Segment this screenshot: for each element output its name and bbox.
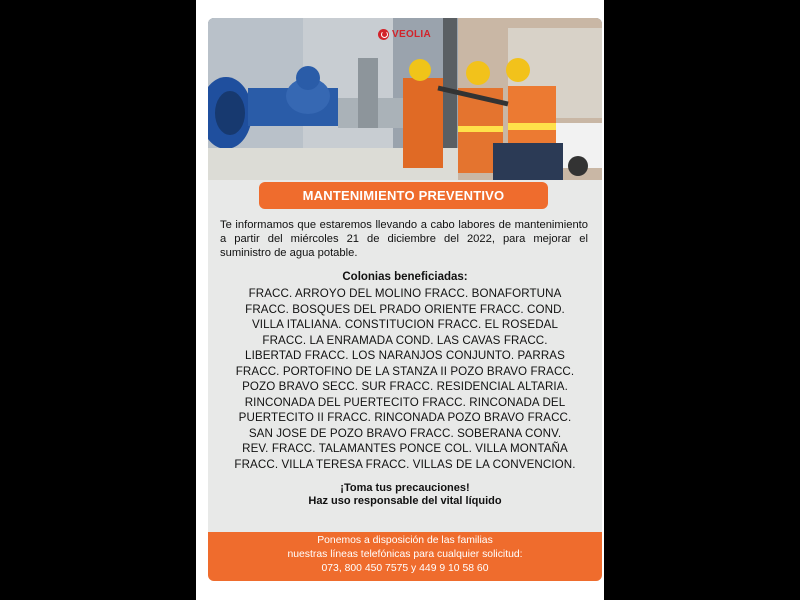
title-banner: MANTENIMIENTO PREVENTIVO — [259, 182, 548, 209]
colonias-line: VILLA ITALIANA. CONSTITUCION FRACC. EL ROSEDAL — [251, 318, 559, 331]
colonias-line: FRACC. ARROYO DEL MOLINO FRACC. BONAFORTUNA — [248, 287, 562, 300]
precaution-text: ¡Toma tus precauciones! — [340, 482, 470, 494]
colonias-title: Colonias beneficiadas: — [342, 271, 468, 283]
announcement-card — [208, 18, 602, 581]
contact-footer — [208, 532, 602, 581]
colonias-line: FRACC. BOSQUES DEL PRADO ORIENTE FRACC. COND. — [245, 302, 565, 316]
colonias-line: FRACC. LA ENRAMADA COND. LAS CAVAS FRACC. — [262, 333, 548, 347]
colonias-line: FRACC. VILLA TERESA FRACC. VILLAS DE LA CONVENCION. — [234, 457, 576, 471]
veolia-logo-text: VEOLIA — [392, 28, 432, 40]
colonias-line: REV. FRACC. TALAMANTES PONCE COL. VILLA MONTAÑA — [242, 442, 568, 455]
colonias-line: PUERTECITO II FRACC. RINCONADA POZO BRAVO FRACC. — [238, 411, 572, 424]
colonias-line: FRACC. PORTOFINO DE LA STANZA II POZO BRAVO FRACC. — [235, 364, 575, 378]
colonias-line: POZO BRAVO SECC. SUR FRACC. RESIDENCIAL ALTARIA. — [242, 380, 568, 393]
veolia-logo-icon — [378, 29, 389, 40]
workers-maintenance-photo — [208, 18, 602, 180]
responsible-use-text: Haz uso responsable del vital líquido — [308, 495, 502, 507]
colonias-line: RINCONADA DEL PUERTECITO FRACC. RINCONADA DEL — [244, 395, 566, 409]
veolia-logo — [378, 24, 431, 44]
footer-line-2: nuestras líneas telefónicas para cualquier solicitud: — [287, 549, 523, 560]
footer-line-1: Ponemos a disposición de las familias — [317, 535, 493, 546]
colonias-list — [217, 286, 593, 472]
intro-paragraph: Te informamos que estaremos llevando a cabo labores de mantenimiento a partir del miércoles 21 de diciembre del 2022, para mejorar el suministro de agua potable. — [220, 219, 588, 259]
colonias-line: SAN JOSE DE POZO BRAVO FRACC. SOBERANA CONV. — [248, 426, 562, 440]
footer-phone-numbers: 073, 800 450 7575 y 449 9 10 58 60 — [321, 563, 489, 574]
colonias-line: LIBERTAD FRACC. LOS NARANJOS CONJUNTO. PARRAS — [245, 349, 565, 362]
